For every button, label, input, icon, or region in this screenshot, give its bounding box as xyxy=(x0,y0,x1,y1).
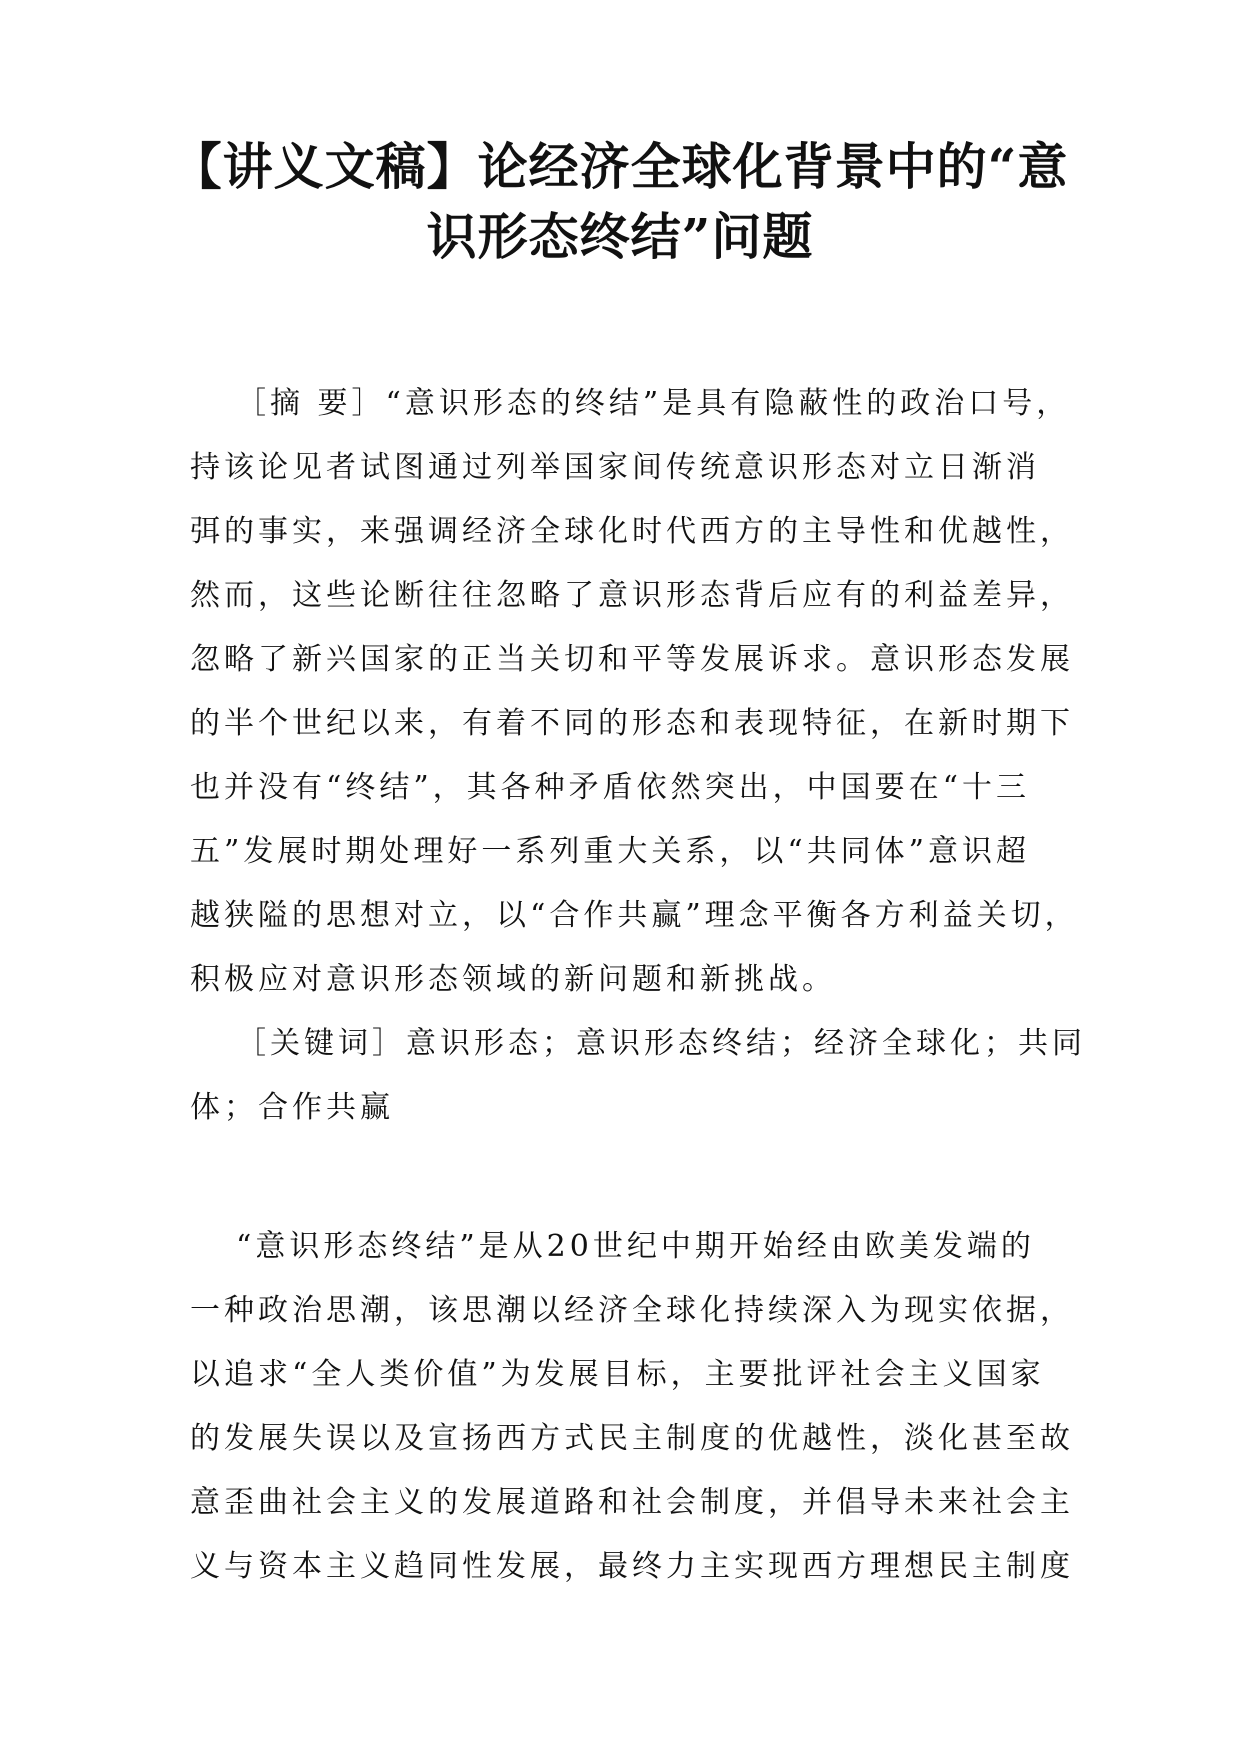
body-line: 义与资本主义趋同性发展，最终力主实现西方理想民主制度 xyxy=(190,1549,1074,1584)
abstract-line: 积极应对意识形态领域的新问题和新挑战。 xyxy=(190,962,836,997)
document-title xyxy=(130,132,1110,272)
keywords-paragraph xyxy=(190,1012,1090,1140)
abstract-line: 持该论见者试图通过列举国家间传统意识形态对立日渐消 xyxy=(190,450,1040,485)
body-line: 意歪曲社会主义的发展道路和社会制度，并倡导未来社会主 xyxy=(190,1485,1074,1520)
abstract-line: 忽略了新兴国家的正当关切和平等发展诉求。意识形态发展 xyxy=(190,642,1074,677)
body-line: 以追求“全人类价值”为发展目标，主要批评社会主义国家 xyxy=(190,1357,1045,1392)
abstract-line: 的半个世纪以来，有着不同的形态和表现特征，在新时期下 xyxy=(190,706,1074,741)
body-line: “意识形态终结”是从20世纪中期开始经由欧美发端的 xyxy=(236,1229,1035,1264)
abstract-line: 越狭隘的思想对立，以“合作共赢”理念平衡各方利益关切， xyxy=(190,898,1079,933)
abstract-line: 五”发展时期处理好一系列重大关系，以“共同体”意识超 xyxy=(190,834,1031,869)
abstract-line: 弭的事实，来强调经济全球化时代西方的主导性和优越性， xyxy=(190,514,1074,549)
keywords-line: ［关键词］意识形态；意识形态终结；经济全球化；共同 xyxy=(236,1026,1086,1061)
abstract-paragraph xyxy=(190,372,1090,1012)
abstract-line: 然而，这些论断往往忽略了意识形态背后应有的利益差异， xyxy=(190,578,1074,613)
title-line: 识形态终结”问题 xyxy=(426,207,814,266)
title-line: 【讲义文稿】论经济全球化背景中的“意 xyxy=(171,137,1069,196)
keywords-line: 体；合作共赢 xyxy=(190,1090,394,1125)
body-line: 的发展失误以及宣扬西方式民主制度的优越性，淡化甚至故 xyxy=(190,1421,1074,1456)
abstract-line: ［摘 要］“意识形态的终结”是具有隐蔽性的政治口号， xyxy=(236,386,1071,421)
body-line: 一种政治思潮，该思潮以经济全球化持续深入为现实依据， xyxy=(190,1293,1074,1328)
body-paragraph xyxy=(190,1215,1090,1599)
abstract-line: 也并没有“终结”，其各种矛盾依然突出，中国要在“十三 xyxy=(190,770,1031,805)
